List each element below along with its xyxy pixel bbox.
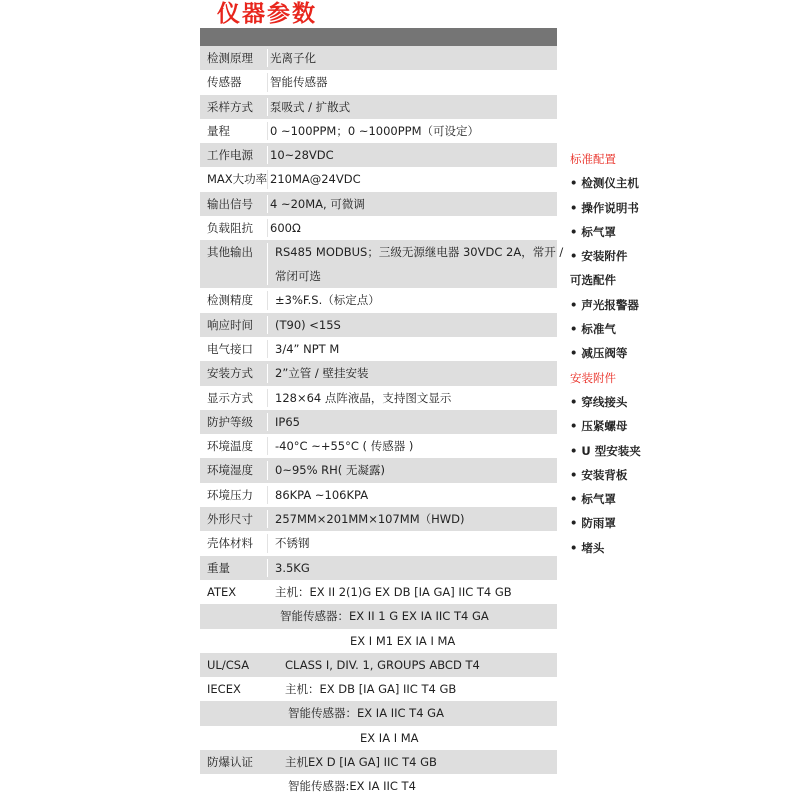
spec-row [200,604,557,628]
spec-row [200,750,557,774]
spec-label: 检测原理 [207,51,253,65]
spec-value: 主机EX D [IA GA] IIC T4 GB [285,755,437,770]
spec-value: 0 ~100PPM；0 ~1000PPM（可设定） [270,123,480,138]
spec-value: 智能传感器：EX II 1 G EX IA IIC T4 GA [280,609,489,624]
spec-value: 86KPA ~106KPA [275,487,369,502]
spec-row [200,46,557,70]
spec-row [200,386,557,410]
spec-row [200,726,557,750]
spec-row [200,119,557,143]
spec-label: 防护等级 [207,414,253,429]
spec-value: 10~28VDC [270,148,334,163]
spec-row [200,653,557,677]
spec-value: IP65 [275,414,300,429]
spec-row [200,507,557,531]
column-divider [267,340,268,358]
spec-table [200,46,564,799]
spec-row [200,629,557,653]
column-divider [267,98,268,116]
spec-value: 主机：EX II 2(1)G EX DB [IA GA] IIC T4 GB [275,584,512,599]
spec-label: 电气接口 [207,341,253,356]
spec-row [200,774,557,798]
spec-row [200,580,557,604]
accessory-heading: 可选配件 [570,273,616,288]
accessory-item: • U 型安装夹 [570,443,641,458]
spec-value: RS485 MODBUS；三级无源继电器 30VDC 2A，常开 / 常闭可选 [275,245,564,284]
accessory-item: • 穿线接头 [570,394,628,409]
spec-row [200,458,557,482]
column-divider [267,219,268,237]
column-divider [267,389,268,407]
accessory-item: • 安装背板 [570,467,628,482]
spec-value: 2”立管 / 壁挂安装 [275,366,369,381]
spec-row [200,434,557,458]
spec-row [200,531,557,555]
spec-value: 257MM×201MM×107MM（HWD) [275,512,465,527]
spec-label: 响应时间 [207,317,253,332]
spec-label: ATEX [207,584,237,599]
accessory-item: • 操作说明书 [570,200,639,215]
column-divider [267,291,268,309]
accessory-item: • 堵头 [570,540,605,555]
column-divider [267,437,268,455]
spec-row [200,216,557,240]
column-divider [267,122,268,140]
spec-value: 128×64 点阵液晶，支持图文显示 [275,390,452,405]
spec-value: CLASS I, DIV. 1, GROUPS ABCD T4 [285,657,480,672]
spec-label: 防爆认证 [207,755,253,770]
column-divider [267,510,268,528]
accessory-item: • 压紧螺母 [570,419,628,434]
spec-value: 3.5KG [275,560,310,575]
spec-label: 采样方式 [207,99,253,114]
spec-value: 光离子化 [270,51,316,65]
spec-row [200,313,557,337]
spec-value: (T90) <15S [275,317,341,332]
spec-value: ±3%F.S.（标定点） [275,293,380,308]
spec-value: 不锈钢 [275,536,310,551]
spec-row [200,556,557,580]
spec-label: MAX大功率 [207,172,268,187]
spec-value: EX I M1 EX IA I MA [350,633,456,648]
spec-row [200,288,557,312]
accessory-item: • 减压阀等 [570,346,628,361]
accessory-item: • 安装附件 [570,249,628,264]
accessory-item: • 标气罩 [570,492,616,507]
spec-label: 外形尺寸 [207,512,253,527]
spec-value: 600Ω [270,221,301,236]
spec-label: 检测精度 [207,293,253,308]
header-bar [200,28,557,46]
spec-value: 主机：EX DB [IA GA] IIC T4 GB [285,682,457,697]
spec-value: 智能传感器:EX IA IIC T4 [288,779,416,794]
spec-label: 显示方式 [207,390,253,405]
spec-label: 负载阻抗 [207,221,253,236]
spec-value: 4 ~20MA, 可微调 [270,196,365,211]
spec-row [200,240,564,288]
spec-row [200,192,557,216]
spec-row [200,701,557,725]
spec-value: 0~95% RH( 无凝露) [275,463,385,478]
accessory-heading: 标准配置 [570,152,616,166]
accessory-item: • 标准气 [570,322,616,337]
accessory-item: • 标气罩 [570,224,616,239]
spec-label: 重量 [207,560,230,575]
column-divider [267,73,268,91]
spec-value: 泵吸式 / 扩散式 [270,99,351,114]
column-divider [267,195,268,213]
column-divider [267,559,268,577]
column-divider [267,170,268,188]
accessory-heading: 安装附件 [570,370,616,385]
spec-label: 环境压力 [207,487,253,502]
spec-label: 环境温度 [207,439,253,454]
accessory-item: • 检测仪主机 [570,176,639,191]
spec-value: -40°C ~+55°C ( 传感器 ) [275,439,414,454]
spec-row [200,337,557,361]
column-divider [267,461,268,479]
column-divider [267,146,268,164]
spec-value: 210MA@24VDC [270,172,361,187]
spec-value: 智能传感器：EX IA IIC T4 GA [288,706,444,721]
spec-label: 量程 [207,123,230,138]
column-divider [267,49,268,67]
column-divider [267,243,268,285]
accessory-list [570,147,670,560]
spec-row [200,70,557,94]
spec-label: UL/CSA [207,657,250,672]
page-title: 仪器参数 [217,1,317,27]
spec-value: 智能传感器 [270,75,328,90]
spec-row [200,361,557,385]
spec-value: EX IA I MA [360,730,419,745]
spec-label: 环境湿度 [207,463,253,478]
accessory-item: • 声光报警器 [570,297,639,312]
accessory-item: • 防雨罩 [570,516,616,531]
spec-label: 工作电源 [207,148,253,163]
spec-label: 壳体材料 [207,536,253,551]
column-divider [267,316,268,334]
spec-label: IECEX [207,682,241,697]
spec-row [200,410,557,434]
spec-row [200,677,557,701]
spec-row [200,143,557,167]
spec-label: 安装方式 [207,366,253,381]
spec-row [200,95,557,119]
spec-row [200,483,557,507]
spec-label: 其他输出 [207,245,253,260]
column-divider [267,486,268,504]
spec-label: 传感器 [207,75,242,90]
spec-value: 3/4” NPT M [275,341,340,356]
column-divider [267,534,268,552]
spec-row [200,167,557,191]
column-divider [267,364,268,382]
column-divider [267,413,268,431]
spec-label: 输出信号 [207,196,253,211]
